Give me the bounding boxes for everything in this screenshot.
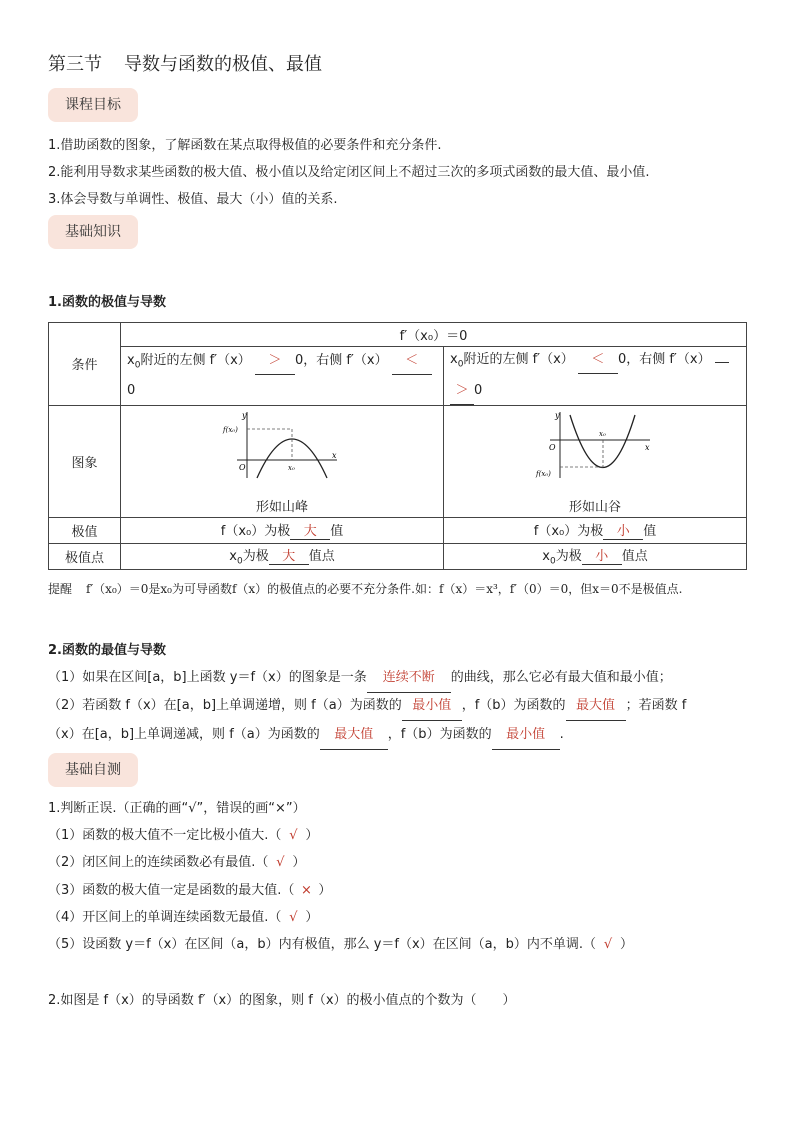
answer-max-point: 大 xyxy=(269,545,309,565)
answer-p2-2: 最大值 xyxy=(566,692,626,721)
tf-item-5: （5）设函数 y＝f（x）在区间（a，b）内有极值，那么 y＝f（x）在区间（a，b）内不单调.（ √ ） xyxy=(48,937,634,952)
peak-x0-label: x₀ xyxy=(288,463,295,472)
extremum-table xyxy=(48,322,747,570)
reminder-label: 提醒 xyxy=(48,582,73,596)
row-label-point: 极值点 xyxy=(49,543,121,569)
paragraph-2: （2）若函数 f（x）在[a，b]上单调递增，则 f（a）为函数的 最小值 ，f（b）为函数的 最大值 ；若函数 f （x）在[a，b]上单调递减，则 f（a）为函数的 最大值 ，f（b）为函数的 最小值 . xyxy=(48,692,748,750)
answer-min: 小 xyxy=(603,520,643,540)
goal-line-1: 1.借助函数的图象，了解函数在某点取得极值的必要条件和充分条件. xyxy=(48,138,442,153)
valley-origin: O xyxy=(549,442,556,452)
peak-x-label: x xyxy=(332,450,337,460)
tf-mark-1: √ xyxy=(289,828,298,843)
tf-mark-4: √ xyxy=(289,910,298,925)
answer-less: ＜ xyxy=(392,348,432,375)
peak-caption: 形如山峰 xyxy=(255,499,308,515)
valley-curve xyxy=(570,415,635,468)
goal-line-2: 2.能利用导数求某些函数的极大值、极小值以及给定闭区间上不超过三次的多项式函数的最大值、最小值. xyxy=(48,165,650,180)
tag-goals: 课程目标 xyxy=(48,88,138,122)
valley-fx0-label: f(x₀) xyxy=(536,469,551,478)
tf-item-1: （1）函数的极大值不一定比极小值大.（ √ ） xyxy=(48,828,319,843)
reminder-text: f′（x₀）＝0是x₀为可导函数f（x）的极值点的必要不充分条件.如：f（x）＝x³，f′（0）＝0，但x＝0不是极值点. xyxy=(86,582,683,596)
valley-x0-label: x₀ xyxy=(599,429,606,438)
graph-valley-cell xyxy=(444,405,747,517)
answer-min-point: 小 xyxy=(582,545,622,565)
valley-x-label: x xyxy=(645,442,650,452)
valley-graph xyxy=(535,410,655,480)
graph-peak-cell xyxy=(121,405,444,517)
point-right: $x_0$为极 小 值点 xyxy=(444,543,747,569)
peak-fx0-label: f(x₀) xyxy=(223,425,238,434)
tf-mark-3: × xyxy=(300,883,312,898)
row-label-condition: 条件 xyxy=(49,323,121,406)
answer-continuous: 连续不断 xyxy=(367,664,451,693)
answer-greater-2: ＞ xyxy=(450,378,474,405)
row-label-graph: 图象 xyxy=(49,405,121,517)
extreme-left: f（x₀）为极 大 值 xyxy=(121,517,444,543)
extreme-right: f（x₀）为极 小 值 xyxy=(444,517,747,543)
paragraph-1: （1）如果在区间[a，b]上函数 y＝f（x）的图象是一条 连续不断 的曲线，那么它必有最大值和最小值； xyxy=(48,664,748,693)
row-label-extreme: 极值 xyxy=(49,517,121,543)
tf-mark-2: √ xyxy=(276,855,285,870)
valley-caption: 形如山谷 xyxy=(568,499,621,515)
question-2: 2.如图是 f（x）的导函数 f′（x）的图象，则 f（x）的极小值点的个数为（ ） xyxy=(48,993,516,1008)
condition-left: $x_0$附近的左侧 f′（x） ＞ 0，右侧 f′（x） ＜ 0 xyxy=(121,347,444,406)
peak-graph xyxy=(222,410,342,480)
point-left: $x_0$为极 大 值点 xyxy=(121,543,444,569)
tag-basics: 基础知识 xyxy=(48,215,138,249)
section-title: 导数与函数的极值、最值 xyxy=(124,54,322,75)
table-header-derivative-zero: f′（x₀）＝0 xyxy=(121,323,747,347)
peak-origin: O xyxy=(239,462,246,472)
question-1: 1.判断正误.（正确的画“√”，错误的画“×”） xyxy=(48,801,306,816)
page-title xyxy=(48,50,322,76)
goal-line-3: 3.体会导数与单调性、极值、最大（小）值的关系. xyxy=(48,192,338,207)
reminder-note xyxy=(48,574,748,604)
condition-right: $x_0$附近的左侧 f′（x） ＜ 0，右侧 f′（x） ＞ 0 xyxy=(444,347,747,406)
answer-max: 大 xyxy=(290,520,330,540)
section-number: 第三节 xyxy=(48,54,102,75)
answer-p2-1: 最小值 xyxy=(402,692,462,721)
answer-less-2: ＜ xyxy=(578,347,618,374)
tf-item-4: （4）开区间上的单调连续函数无最值.（ √ ） xyxy=(48,910,319,925)
section-2-heading: 2.函数的最值与导数 xyxy=(48,643,166,658)
peak-y-label: y xyxy=(242,410,247,420)
answer-p2-3: 最大值 xyxy=(320,721,388,750)
answer-p2-4: 最小值 xyxy=(492,721,560,750)
tf-item-3: （3）函数的极大值一定是函数的最大值.（ × ） xyxy=(48,883,332,898)
tf-mark-5: √ xyxy=(603,937,613,952)
tf-item-2: （2）闭区间上的连续函数必有最值.（ √ ） xyxy=(48,855,306,870)
tag-selftest: 基础自测 xyxy=(48,753,138,787)
valley-y-label: y xyxy=(555,410,560,420)
answer-greater: ＞ xyxy=(255,348,295,375)
section-1-heading: 1.函数的极值与导数 xyxy=(48,295,166,310)
